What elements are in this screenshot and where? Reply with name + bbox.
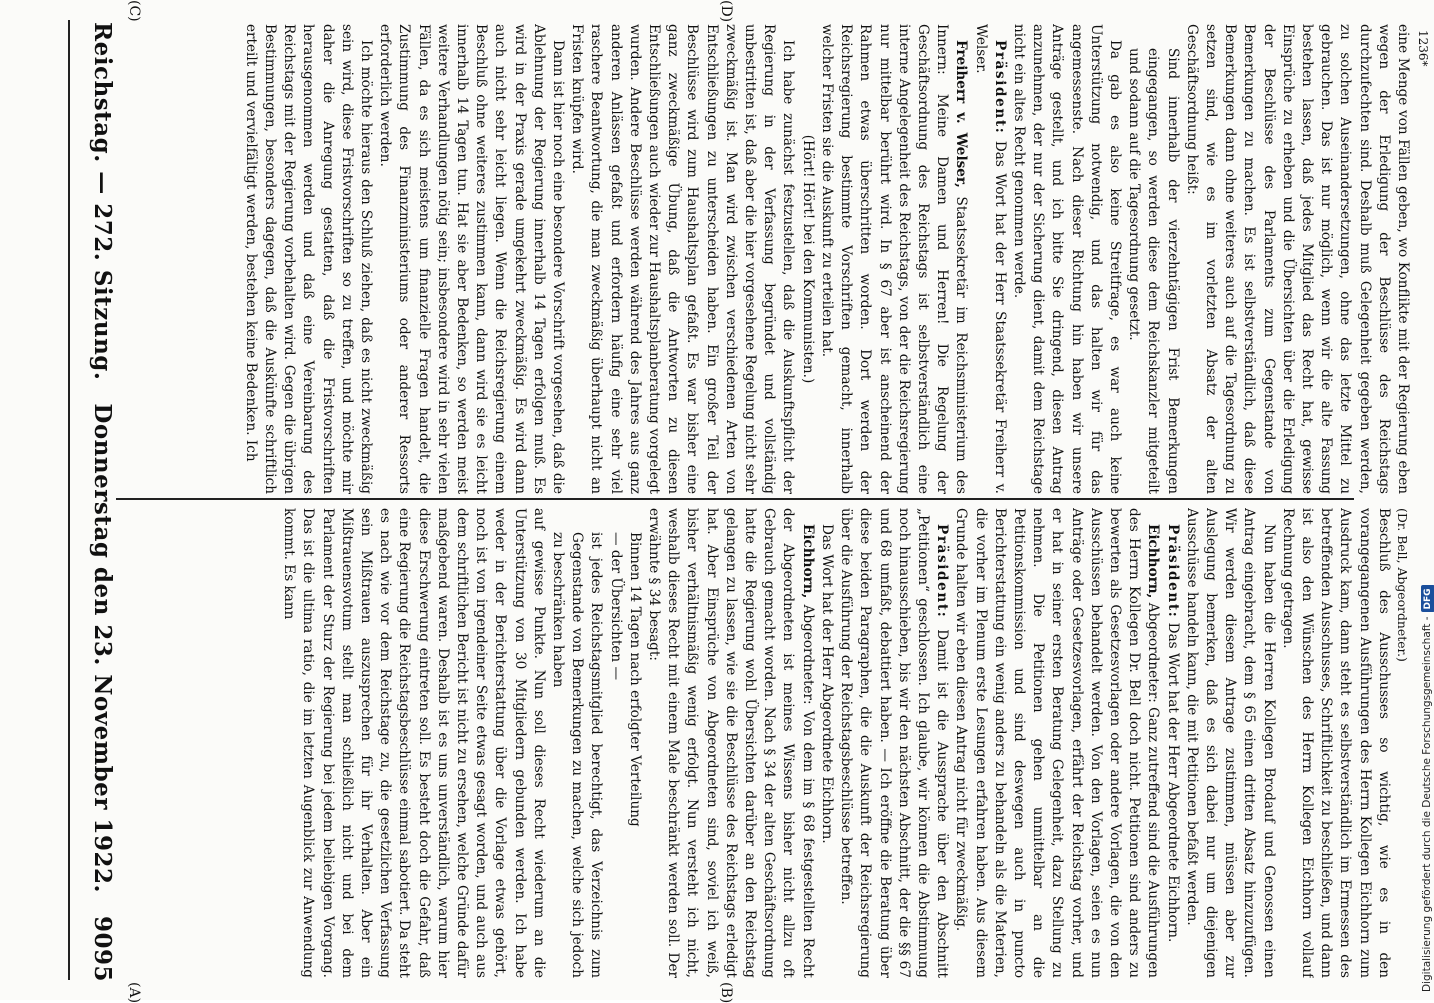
speaker-label: Präsident: (991, 40, 1008, 135)
speaker-note: (Dr. Bell, Abgeordneter.) (1395, 508, 1410, 662)
paragraph-text: Staatssekretär im Reichsministerium des Innern: Meine Damen und Herren! Die Regelung der Geschäftsordnung des Reichstags ist selbstverständlich eine interne Angelegenheit des Reichstags, von der die Reichsregierung nur mittelbar berührt wird. In § 67 aber ist anscheinend der Rahmen etwas überschritten worden. Dort werden der Reichsregierung bestimmte Vorschriften gemacht, innerhalb welcher Fristen sie die Auskunft zu erteilen hat. (818, 24, 970, 494)
paragraph: Das Wort hat der Herr Abgeordnete Eichhorn. (818, 524, 835, 844)
speaker-label: Präsident: (1164, 524, 1181, 619)
paragraph: Nun haben die Herren Kollegen Brodauf und Genossen einen Antrag eingebracht, dem § 65 einen dritten Absatz hinzuzufügen. Wir werden diesem Antrage zustimmen, müssen aber zur Auslegung bemerken, daß es sich dabei nur um diejenigen Ausschüsse handeln kann, die mit Petitionen befaßt werden. (1183, 508, 1277, 978)
speaker-label: Eichhorn, (1145, 524, 1162, 599)
footer-number: 1236* (1416, 30, 1430, 67)
page-header (76, 22, 116, 982)
paragraph (644, 508, 817, 978)
paragraph: Ich möchte hieraus den Schluß ziehen, daß es nicht zweckmäßig sein wird, diese Fristvorschriften so zu treffen, und möchte mir daher die Anregung gestatten, daß die Fristvorschriften herausgenommen werden und daß eine Vereinbarung des Reichstags mit der Regierung vorbehalten wird. Gegen die übrigen Bestimmungen, besonders dagegen, daß die Auskünfte schriftlich erteilt und vervielfältigt werden, bestehen keine Bedenken. Ich (242, 24, 375, 494)
paragraph-text: Abgeordneter: Von dem im § 68 festgestellten Recht der Abgeordneten ist meines Wissens bisher nicht allzu oft Gebrauch gemacht worden. Nach § 34 der alten Geschäftsordnung hatte die Regierung wohl Übersichten darüber an den Reichstag gelangen zu lassen, wie sie die Beschlüsse des Reichstags erledigt hat. Aber Einsprüche von Abgeordneten sind, soviel ich weiß, bisher verhältnismäßig wenig erfolgt. Nun versteht ich nicht, weshalb dieses Recht mit einem Male beschränkt werden soll. Der erwähnte § 34 besagt: (646, 508, 816, 978)
quote-line: — der Übersichten — (607, 532, 624, 681)
margin-marker-c: (C) (126, 0, 142, 22)
speaker-label: Präsident: (934, 524, 951, 619)
paragraph-text: Damit ist die Aussprache über den Abschnitt „Petitionen“ geschlossen. Ich glaube, wir können die Abstimmung noch hinausschieben, bis wir den nächsten Abschnitt, der die §§ 67 und 68 umfaßt, debattiert haben. — Ich eröffne die Beratung über diese beiden Paragraphen, die die Auskunft der Reichsregierung über die Ausführung der Reichstagsbeschlüsse betreffen. (838, 508, 951, 978)
paragraph (951, 508, 1162, 978)
header-rule (68, 20, 70, 980)
paragraph (817, 24, 971, 494)
header-page-number: 9095 (89, 915, 116, 982)
column-divider (116, 498, 1354, 500)
paragraph (836, 508, 951, 978)
paragraph: Da gab es also keine Streitfrage, es war auch keine Unterstützung notwendig, und das halten wir für das angemessenste. Nach dieser Richtung hin haben wir unsere Anträge gestellt, und ich bitte Sie dringend, diesen Antrag anzunehmen, der nur der Sicherung dient, damit dem Reichstage nicht ein altes Recht genommen werde. (1010, 24, 1123, 494)
header-date: Donnerstag den 23. November 1922. (89, 403, 116, 893)
credit-line (1420, 8, 1434, 992)
speaker-label: Eichhorn, (799, 524, 816, 599)
paragraph (1162, 508, 1181, 978)
paragraph (970, 24, 1008, 494)
margin-marker-b: (B) (718, 982, 734, 1003)
paragraph: Dann ist hier noch eine besondere Vorschrift vorgesehen, daß die Ablehnung der Regierung innerhalb 14 Tagen erfolgen muß. Es wird in der Praxis gerade umgekehrt zweckmäßig. Es wird dann auch nicht sehr leicht liegen. Wenn die Reichsregierung einem Beschluß ohne weiteres zustimmen kann, dann wird sie es leicht innerhalb 14 Tagen tun. Hat sie aber Bedenken, so werden meist weitere Verhandlungen nötig sein; insbesondere wird in sehr vielen Fällen, da es sich meistens um finanzielle Fragen handelt, die Zustimmung des Finanzministeriums oder anderer Ressorts erforderlich werden. (377, 24, 567, 494)
digitization-credit (1420, 8, 1434, 992)
left-column (122, 508, 1412, 978)
paragraph-text: Das Wort hat der Herr Abgeordnete Eichhorn. (1164, 622, 1181, 943)
quote-block: Sind innerhalb der vierzehntägigen Frist Bemerkungen eingegangen, so werden diese dem Reichskanzler mitgeteilt und sodann auf die Tagesordnung gesetzt. (1126, 48, 1181, 494)
paragraph: Ich habe zunächst festzustellen, daß die Auskunftspflicht der Regierung in der Verfassung begründet und vollständig unbestritten ist, daß aber die hier vorgesehene Regelung nicht sehr zweckmäßig ist. Man wird zwischen verschiedenen Arten von Entschließungen zu unterscheiden haben. Ein großer Teil der Beschlüsse wird zum Haushaltsplan gefaßt. Es war bisher eine ganz zweckmäßige Übung, daß die Antworten zu diesen Entschließungen auch wieder zur Haushaltsplanberatung vorgelegt wurden. Andere Beschlüsse werden während des Jahres aus ganz anderen Anlässen gefaßt und erfordern häufig eine sehr viel raschere Beantwortung, die man zweckmäßig überhaupt nicht an Fristen knüpfen wird. (569, 24, 797, 494)
quote-line: Binnen 14 Tagen nach erfolgter Verteilung (626, 532, 643, 827)
header-section: Reichstag. — 272. Sitzung. (89, 22, 116, 381)
margin-marker-a: (A) (126, 982, 142, 1003)
right-column (122, 24, 1412, 494)
paragraph: eine Menge von Fällen geben, wo Konflikte mit der Regierung eben wegen der Erledigung der Beschlüsse des Reichstags durchzufechten sind. Deshalb muß Gelegenheit gegeben werden, zu solchen Auseinandersetzungen, ohne das letzte Mittel zu gebrauchen. Das ist nur möglich, wenn wir die alte Fassung bestehen lassen, daß jedes Mitglied das Recht hat, gewisse Einsprüche zu erheben und die Übersichten über die Erledigung der Beschlüsse des Parlaments zum Gegenstande von Bemerkungen zu machen. Es ist selbstverständlich, daß diese Bemerkungen dann ohne weiteres auch auf die Tagesordnung zu setzen sind, wie es im vorletzten Absatz der alten Geschäftsordnung heißt: (1183, 24, 1411, 494)
credit-text: Digitalisierung gefördert durch die Deutsche Forschungsgemeinschaft - (1421, 616, 1433, 992)
speaker-label: Freiherr v. Welser, (953, 40, 970, 188)
interjection: (Hört! Hört! bei den Kommunisten.) (799, 134, 816, 384)
margin-marker-d: (D) (718, 0, 734, 23)
quote-line: ist jedes Reichstagsmitglied berechtigt, das Verzeichnis zum Gegenstande von Bemerkungen zu machen, welche sich jedoch zu beschränken haben (550, 532, 605, 978)
paragraph: auf gewisse Punkte. Nun soll dieses Recht wiederum an die Unterstützung von 30 Mitgliedern gebunden werden. Ich habe weder in der Berichterstattung über die Vorlage etwas gehört, noch ist von irgendeiner Seite etwas gesagt worden, und auch aus dem schriftlichen Bericht ist nicht zu ersehen, welche Gründe dafür maßgebend waren. Deshalb ist es uns unverständlich, warum hier diese Erschwerung eintreten soll. Es besteht doch die Gefahr, daß eine Regierung die Reichstagsbeschlüsse einmal sabotiert. Da steht es nach wie vor dem Reichstage zu, die gesetzlichen Verfassung sein Mißtrauen auszusprechen für ihr Verhalten. Aber ein Mißtrauensvotum stellt man schließlich nicht und bei dem Parlament der Sturz der Regierung bei jedem beliebigen Vorgang. Das ist die ultima ratio, die im letzten Augenblick zur Anwendung kommt. Es kann (281, 508, 547, 978)
paragraph: Beschluß des Ausschusses so wichtig, wie es in den vorangegangenen Ausführungen des Herrn Kollegen Eichhorn zum Ausdruck kam, dann steht es selbstverständlich im Ermessen des betreffenden Ausschusses, Schriftlichkeit zu beschließen, und dann ist also den Wünschen des Herrn Kollegen Eichhorn vollauf Rechnung getragen. (1279, 508, 1392, 978)
paragraph-text: Abgeordneter: Ganz zutreffend sind die Ausführungen des Herrn Kollegen Dr. Bell doch nicht. Petitionen sind anders zu bewerten als Gesetzesvorlagen oder andere Vorlagen, die von den Ausschüssen behandelt werden. Von den Vorlagen, seien es nun Anträge oder Gesetzesvorlagen, erfährt der Reichstag vorher, und er hat in seiner ersten Beratung Gelegenheit, dazu Stellung zu nehmen. Die Petitionen gehen unmittelbar an die Petitionskommission und sind deswegen auch in puncto Berichterstattung ein wenig anders zu behandeln als die Materien, die vorher im Plenum erste Lesungen erfahren haben. Aus diesem Grunde halten wir eben diesen Antrag nicht für zweckmäßig. (953, 508, 1162, 978)
dfg-logo: DFG (1421, 585, 1434, 612)
paragraph-text: Das Wort hat der Herr Staatssekretär Freiherr v. Welser. (972, 24, 1008, 494)
